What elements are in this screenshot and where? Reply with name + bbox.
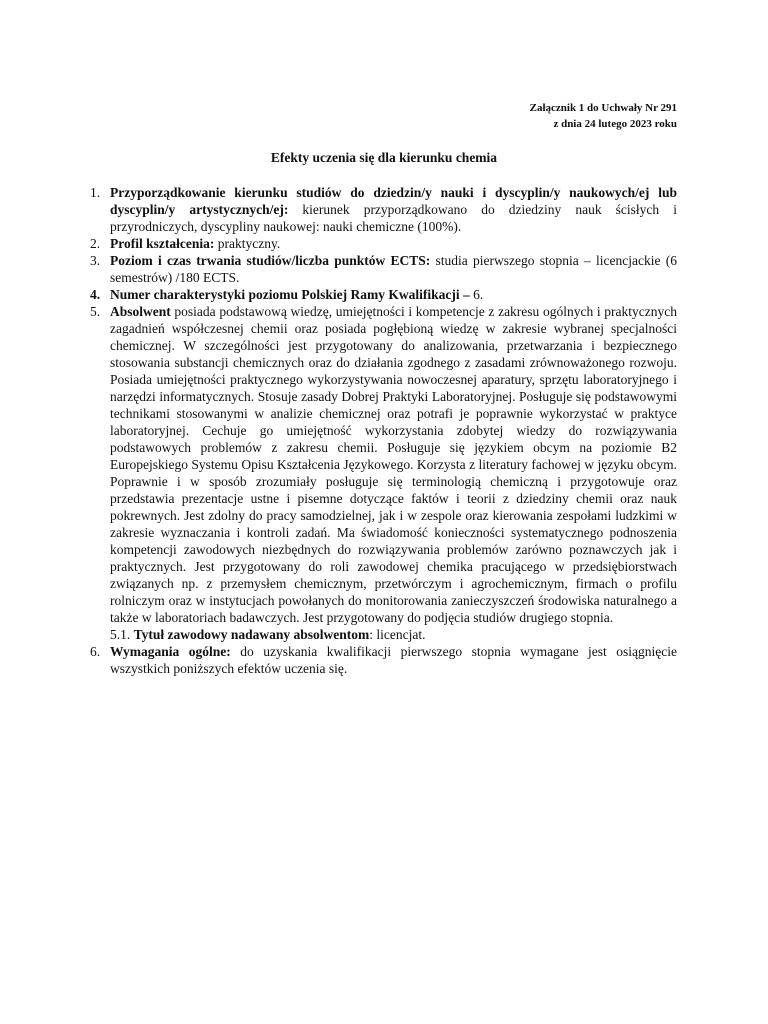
annex-line-1: Załącznik 1 do Uchwały Nr 291 <box>529 102 677 114</box>
sub-number: 5.1. <box>110 627 131 642</box>
list-number: 4. <box>90 287 101 302</box>
item-text: 6. <box>469 287 484 302</box>
list-item-6 <box>90 643 678 677</box>
list-number: 6. <box>90 644 101 659</box>
document-title: Efekty uczenia się dla kierunku chemia <box>270 150 498 165</box>
list-item-2 <box>90 235 677 252</box>
list-number: 3. <box>90 253 101 268</box>
annex-reference <box>530 100 677 132</box>
item-text: posiada podstawową wiedzę, umiejętności i kompetencje z zakresu ogólnych i praktycznych zagadnień współczesnej chemii oraz posiada pogłębioną wiedzę w zakresie wybranej specjalności chemicznej. W szczególności jest przygotowany do analizowania, przetwarzania i bezpiecznego stosowania substancji chemicznych oraz do działania zgodnego z zasadami zrównoważonego rozwoju. Posiada umiejętności praktycznego wykorzystywania nowoczesnej aparatury, sprzętu laboratoryjnego i narzędzi informatycznych. Stosuje zasady Dobrej Praktyki Laboratoryjnej. Posługuje się podstawowymi technikami stosowanymi w analizie chemicznej oraz potrafi je poprawnie wykorzystać w praktyce laboratoryjnej. Cechuje go umiejętność wykorzystania zdobytej wiedzy do rozwiązywania podstawowych problemów z zakresu chemii. Posługuje się językiem obcym na poziomie B2 Europejskiego Systemu Opisu Kształcenia Językowego. Korzysta z literatury fachowej w języku obcym. Poprawnie i w sposób zrozumiały posługuje się terminologią chemiczną i przygotowuje oraz przedstawia prezentacje ustne i pisemne dotyczące faktów i teorii z dziedziny chemii oraz nauk pokrewnych. Jest zdolny do pracy samodzielnej, jak i w zespole oraz kierowania zespołami ludzkimi w zakresie wyznaczania i kontroli zadań. Ma świadomość konieczności systematycznego podnoszenia kompetencji zawodowych niezbędnych do rozwiązywania problemów zarówno poznawczych jak i praktycznych. Jest przygotowany do roli zawodowej chemika pracującego w przedsiębiorstwach związanych np. z przemysłem chemicznym, przetwórczym i agrochemicznym, firmach o profilu rolniczym oraz w instytucjach powołanych do monitorowania zanieczyszczeń środowiska naturalnego a także w laboratoriach badawczych. Jest przygotowany do podjęcia studiów drugiego stopnia. <box>110 304 677 625</box>
list-item-5 <box>90 303 677 643</box>
item-label: Profil kształcenia: <box>110 236 215 251</box>
learning-outcomes-list <box>90 184 678 677</box>
item-label: Wymagania ogólne: <box>110 644 231 659</box>
sub-item-5-1 <box>110 626 677 643</box>
sub-label: Tytuł zawodowy nadawany absolwentom <box>133 627 370 642</box>
item-label: Absolwent <box>110 304 171 319</box>
item-text: praktyczny. <box>214 236 281 251</box>
list-item-1 <box>90 184 677 235</box>
item-label: Numer charakterystyki poziomu Polskiej Ramy Kwalifikacji – <box>110 287 470 302</box>
item-label: Przyporządkowanie kierunku studiów do dziedzin/y nauki i dyscyplin/y naukowych/ej lub dyscyplin/y artystycznych/ej: <box>110 185 677 217</box>
list-number: 2. <box>90 236 101 251</box>
list-number: 1. <box>90 185 101 200</box>
list-item-3 <box>90 252 677 286</box>
item-text: studia pierwszego stopnia – licencjackie (6 semestrów) /180 ECTS. <box>110 253 677 285</box>
annex-line-2: z dnia 24 lutego 2023 roku <box>553 118 677 130</box>
list-item-4 <box>90 286 677 303</box>
item-label: Poziom i czas trwania studiów/liczba punktów ECTS: <box>110 253 431 268</box>
item-text: do uzyskania kwalifikacji pierwszego stopnia wymagane jest osiągnięcie wszystkich poniższych efektów uczenia się. <box>110 644 678 676</box>
sub-text: : licencjat. <box>369 627 426 642</box>
list-number: 5. <box>90 304 101 319</box>
item-text: kierunek przyporządkowano do dziedziny nauk ścisłych i przyrodniczych, dyscypliny naukowej: nauki chemiczne (100%). <box>110 202 677 234</box>
